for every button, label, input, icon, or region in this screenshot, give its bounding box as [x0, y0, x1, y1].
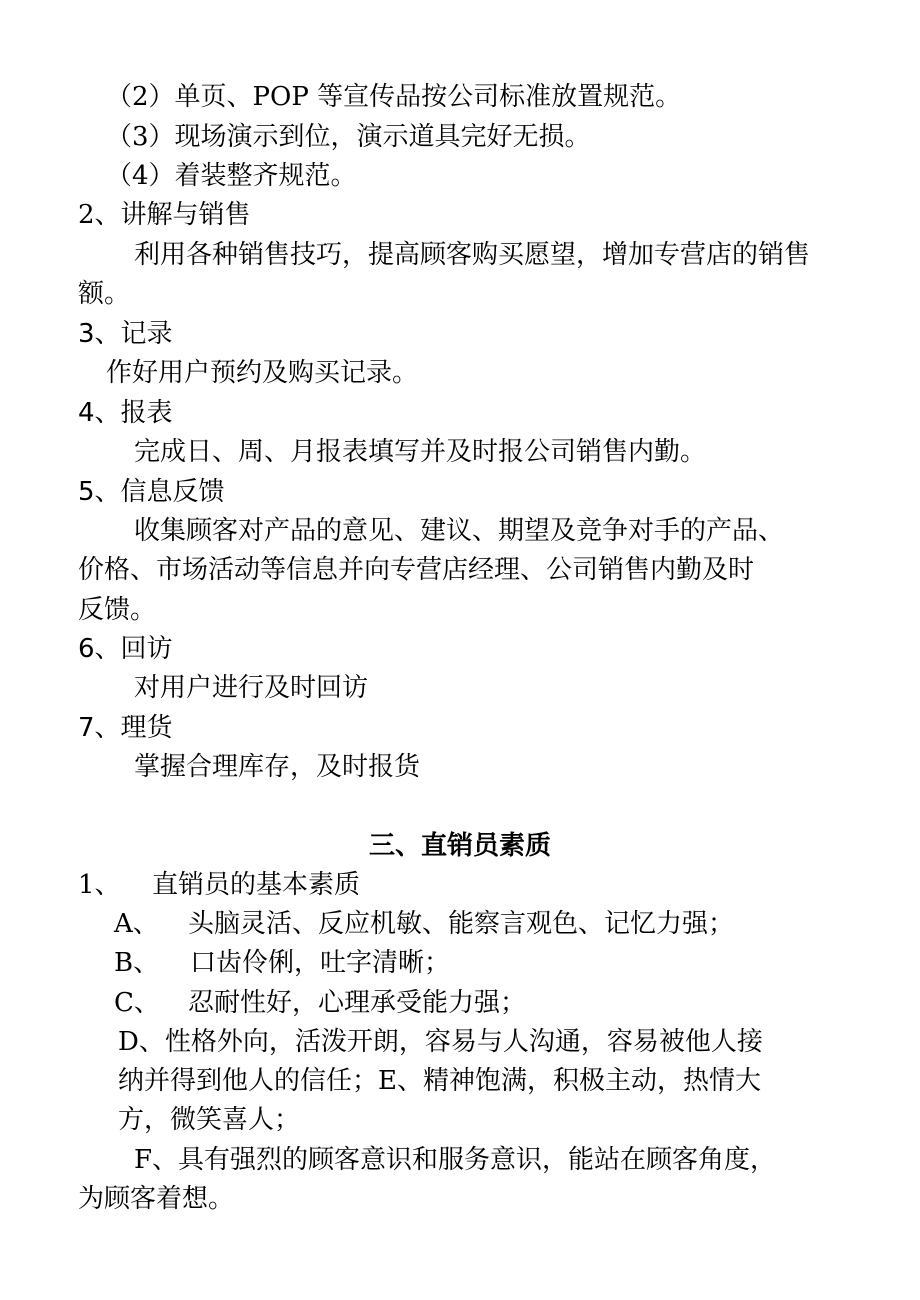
- item-3-demo: （3）现场演示到位，演示道具完好无损。: [106, 122, 591, 152]
- quality-d-line2: 纳并得到他人的信任；E、精神饱满，积极主动，热情大: [118, 1066, 761, 1096]
- paragraph-sales-line1: 利用各种销售技巧，提高顾客购买愿望，增加专营店的销售: [134, 240, 811, 270]
- quality-b-text: 口齿伶俐，吐字清晰；: [190, 948, 451, 978]
- heading-report: 4、报表: [78, 398, 173, 428]
- paragraph-feedback-line2: 价格、市场活动等信息并向专营店经理、公司销售内勤及时: [78, 555, 755, 585]
- quality-a-label: A、: [114, 909, 159, 939]
- paragraph-feedback-line1: 收集顾客对产品的意见、建议、期望及竞争对手的产品、: [134, 516, 785, 546]
- quality-d-line3: 方，微笑喜人；: [118, 1105, 301, 1135]
- item-2-display: （2）单页、POP 等宣传品按公司标准放置规范。: [106, 82, 682, 112]
- heading-record: 3、记录: [78, 319, 173, 349]
- heading-explain-sales: 2、讲解与销售: [78, 200, 251, 230]
- quality-c-text: 忍耐性好，心理承受能力强；: [188, 988, 527, 1018]
- quality-d-line1: D、性格外向，活泼开朗，容易与人沟通，容易被他人接: [118, 1027, 763, 1057]
- quality-b-label: B、: [114, 948, 160, 978]
- section-title: 三、直销员素质: [368, 831, 551, 861]
- paragraph-stock: 掌握合理库存，及时报货: [134, 752, 421, 782]
- quality-f-line2: 为顾客着想。: [78, 1184, 235, 1214]
- paragraph-report: 完成日、周、月报表填写并及时报公司销售内勤。: [134, 437, 707, 467]
- heading-feedback: 5、信息反馈: [78, 477, 225, 507]
- quality-f-line1: F、具有强烈的顾客意识和服务意识，能站在顾客角度，: [134, 1145, 777, 1175]
- item-4-dress: （4）着装整齐规范。: [106, 161, 357, 191]
- quality-c-label: C、: [114, 988, 160, 1018]
- quality-a-text: 头脑灵活、反应机敏、能察言观色、记忆力强；: [188, 909, 735, 939]
- qualities-heading-text: 直销员的基本素质: [152, 870, 361, 900]
- paragraph-feedback-line3: 反馈。: [78, 595, 157, 625]
- paragraph-revisit: 对用户进行及时回访: [134, 673, 369, 703]
- paragraph-sales-line2: 额。: [78, 279, 131, 309]
- heading-revisit: 6、回访: [78, 634, 173, 664]
- heading-stock: 7、理货: [78, 713, 173, 743]
- qualities-heading-number: 1、: [78, 870, 121, 900]
- paragraph-record: 作好用户预约及购买记录。: [106, 358, 419, 388]
